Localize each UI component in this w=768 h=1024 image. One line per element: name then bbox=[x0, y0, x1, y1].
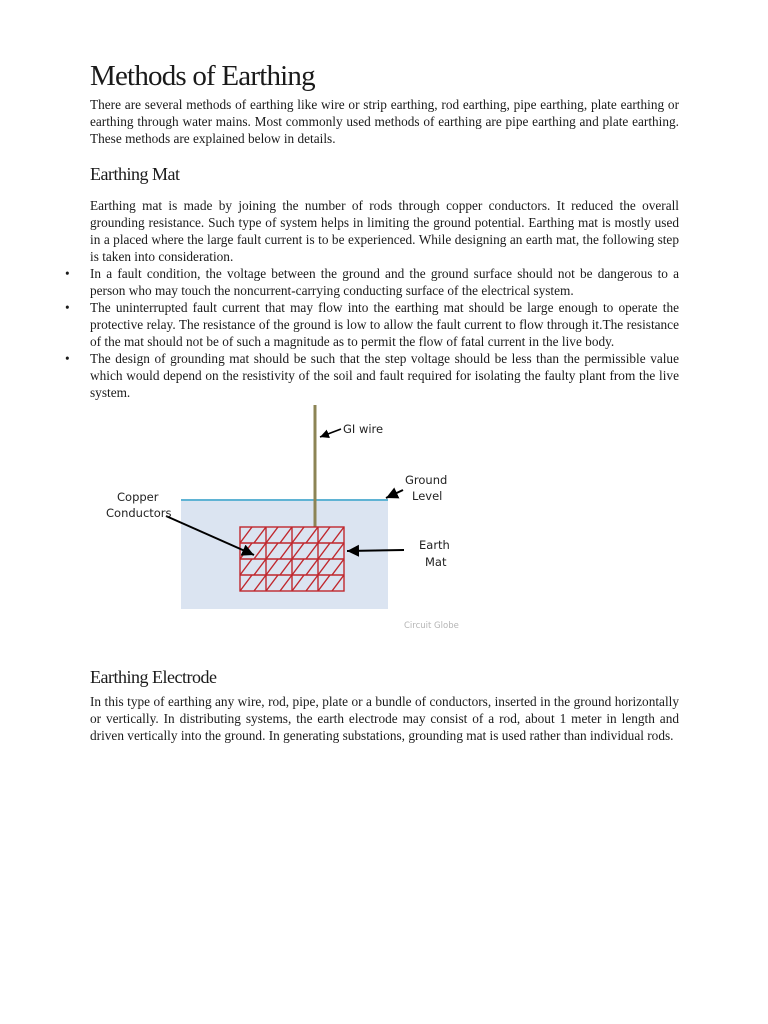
soil-region bbox=[181, 501, 388, 609]
ground-level-arrow bbox=[386, 490, 403, 498]
gi-wire-arrow bbox=[320, 429, 341, 437]
copper-conductors-label-line1: Copper bbox=[117, 490, 159, 504]
bullet-icon: • bbox=[65, 266, 70, 281]
list-item-text: The design of grounding mat should be such that the step voltage should be less than the permissible value which would depend on the resistivity of the soil and fault required for isolating the faulty plant from the live system. bbox=[90, 351, 679, 400]
intro-paragraph: There are several methods of earthing like wire or strip earthing, rod earthing, pipe earthing, plate earthing or earthing through water mains. Most commonly used methods of earthing are pipe earthing and plate earthing. These methods are explained below in details. bbox=[90, 97, 679, 146]
earthing-electrode-heading: Earthing Electrode bbox=[90, 667, 217, 687]
copper-conductors-label-line2: Conductors bbox=[106, 506, 172, 520]
earth-mat-label-line2: Mat bbox=[425, 555, 447, 569]
list-item bbox=[65, 265, 679, 299]
ground-level-label-line2: Level bbox=[412, 489, 443, 503]
ground-level-label-line1: Ground bbox=[405, 473, 448, 487]
earth-mat-label-line1: Earth bbox=[419, 538, 450, 552]
list-item bbox=[65, 299, 679, 350]
earthing-mat-heading: Earthing Mat bbox=[90, 164, 180, 184]
image-credit: Circuit Globe bbox=[404, 621, 459, 631]
earthing-mat-paragraph: Earthing mat is made by joining the number of rods through copper conductors. It reduced the overall grounding resistance. Such type of system helps in limiting the ground potential. Earthing mat is mostly used in a placed where the large fault current is to be experienced. While designing an earth mat, the following step is taken into consideration. bbox=[90, 198, 679, 264]
bullet-icon: • bbox=[65, 351, 70, 366]
diagram-svg bbox=[0, 405, 768, 641]
earthing-electrode-paragraph: In this type of earthing any wire, rod, pipe, plate or a bundle of conductors, inserted in the ground horizontally or vertically. In distributing systems, the earth electrode may consist of a rod, about 1 meter in length and driven vertically into the ground. In generating substations, grounding mat is used rather than individual rods. bbox=[90, 694, 679, 743]
earth-mat-arrow bbox=[347, 550, 404, 551]
earthing-mat-diagram bbox=[90, 405, 679, 641]
design-considerations-list bbox=[65, 265, 679, 401]
document-page bbox=[65, 58, 679, 744]
list-item bbox=[65, 350, 679, 401]
list-item-text: The uninterrupted fault current that may flow into the earthing mat should be large enough to operate the protective relay. The resistance of the ground is low to allow the fault current to flow through it.The resistance of the mat should not be of such a magnitude as to permit the flow of fatal current in the live body. bbox=[90, 300, 679, 349]
page-title: Methods of Earthing bbox=[90, 60, 315, 92]
gi-wire-label: GI wire bbox=[343, 422, 384, 436]
bullet-icon: • bbox=[65, 300, 70, 315]
list-item-text: In a fault condition, the voltage between the ground and the ground surface should not be dangerous to a person who may touch the noncurrent-carrying conducting surface of the electrical system. bbox=[90, 266, 679, 298]
